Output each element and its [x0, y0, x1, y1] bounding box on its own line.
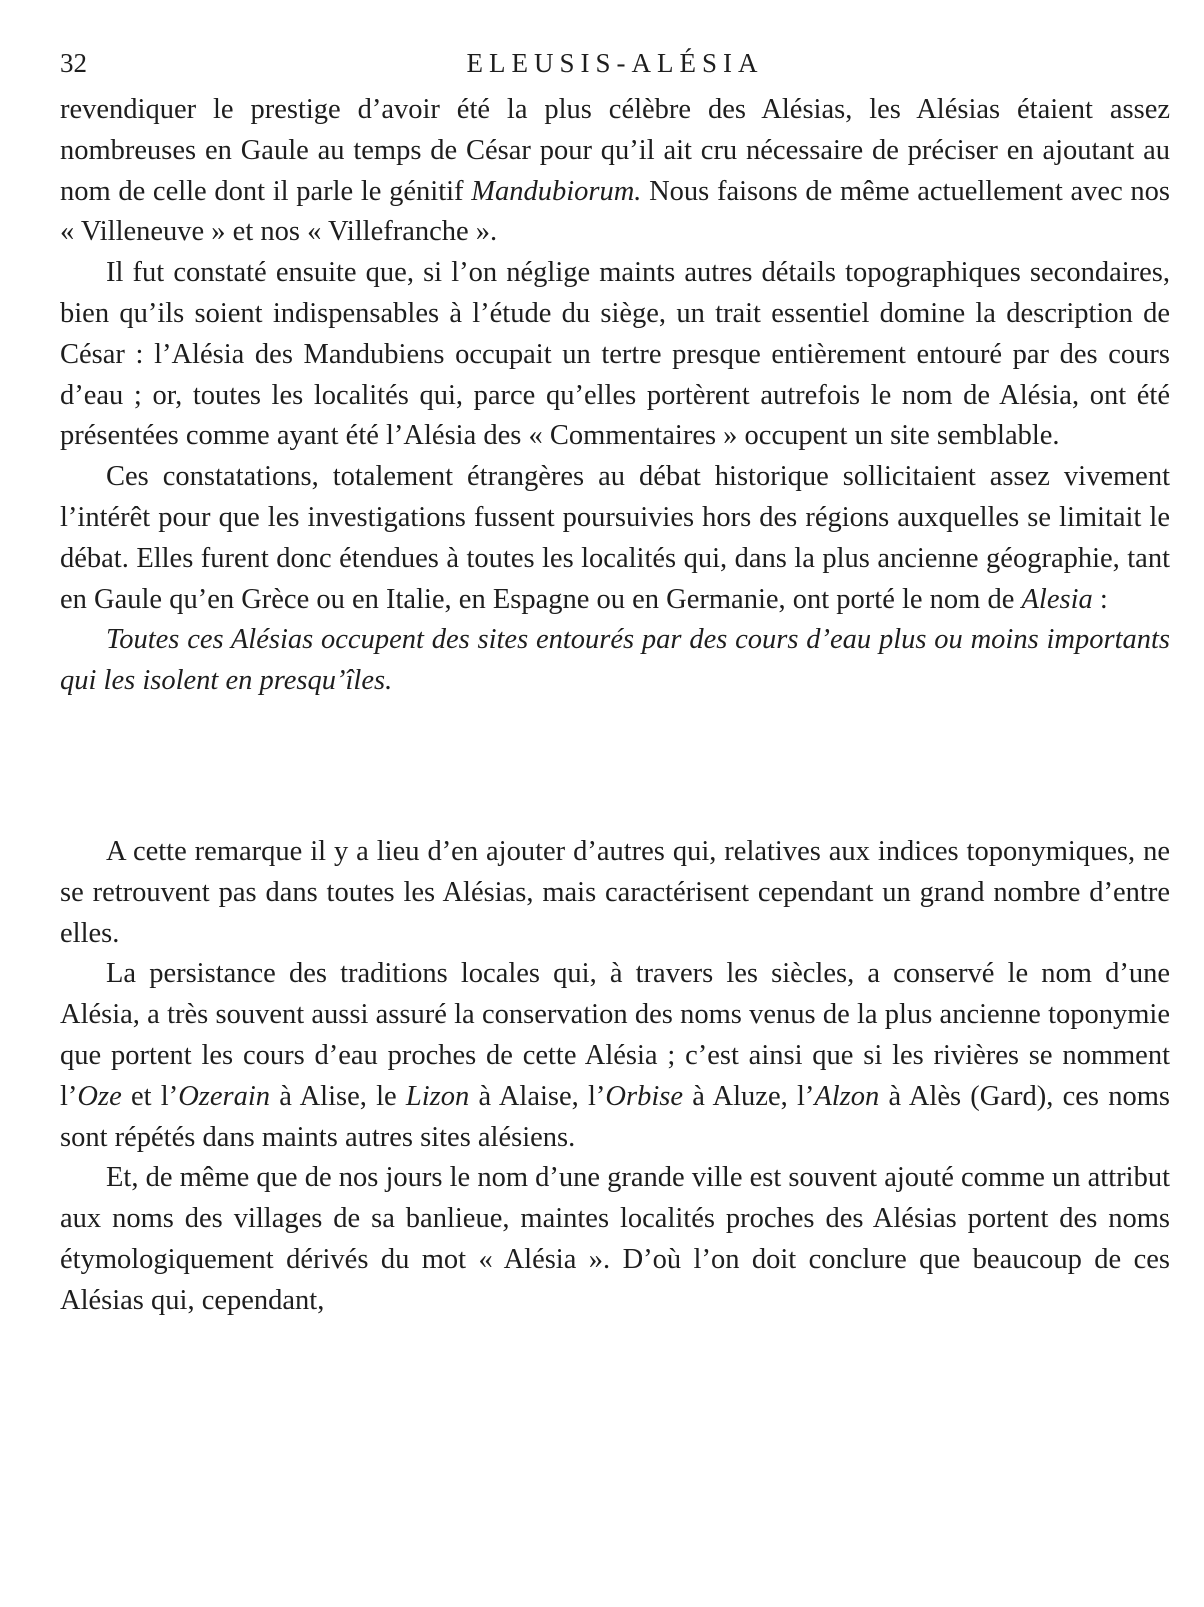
- italic-river-name: Oze: [77, 1080, 122, 1112]
- paragraph: La persistance des traditions locales qui, à travers les siècles, a conservé le nom d’une Alésia, a très souvent aussi assuré la conservation des noms venus de la plus ancienne toponymie que portent les cours d’eau proches de cette Alésia ; c’est ainsi que si les rivières se nomment l’Oze et l’Ozerain à Alise, le Lizon à Alaise, l’Orbise à Aluze, l’Alzon à Alès (Gard), ces noms sont répétés dans maints autres sites alésiens.: [60, 958, 1170, 1153]
- paragraph: Et, de même que de nos jours le nom d’une grande ville est souvent ajouté comme un attribut aux noms des villages de sa banlieue, maintes localités proches des Alésias portent des noms étymologiquement dérivés du mot « Alésia ». D’où l’on doit conclure que beaucoup de ces Alésias qui, cependant,: [60, 1162, 1170, 1316]
- italic-river-name: Ozerain: [178, 1080, 271, 1112]
- italic-river-name: Lizon: [405, 1080, 470, 1112]
- page-number: 32: [60, 48, 87, 78]
- italic-river-name: Orbise: [605, 1080, 683, 1112]
- text-section-1: [60, 90, 1170, 702]
- paragraph: A cette remarque il y a lieu d’en ajouter d’autres qui, relatives aux indices toponymiques, ne se retrouvent pas dans toutes les Alésias, mais caractérisent cependant un grand nombre d’entre elles.: [60, 835, 1170, 949]
- text-section-2: [60, 832, 1170, 1322]
- running-head: [60, 48, 1170, 88]
- running-title: ELEUSIS-ALÉSIA: [466, 48, 764, 78]
- italic-conclusion: Toutes ces Alésias occupent des sites entourés par des cours d’eau plus ou moins importants qui les isolent en presqu’îles.: [60, 624, 1170, 697]
- italic-term: Alesia: [1021, 583, 1093, 615]
- italic-term: Mandubiorum.: [471, 175, 642, 207]
- paragraph: Ces constatations, totalement étrangères au débat historique sollicitaient assez vivement l’intérêt pour que les investigations fussent poursuivies hors des régions auxquelles se limitait le débat. Elles furent donc étendues à toutes les localités qui, dans la plus ancienne géographie, tant en Gaule qu’en Grèce ou en Italie, en Espagne ou en Germanie, ont porté le nom de Alesia :: [60, 461, 1170, 615]
- paragraph: Il fut constaté ensuite que, si l’on néglige maints autres détails topographiques secondaires, bien qu’ils soient indispensables à l’étude du siège, un trait essentiel domine la description de César : l’Alésia des Mandubiens occupait un tertre presque entièrement entouré par des cours d’eau ; or, toutes les localités qui, parce qu’elles portèrent autrefois le nom de Alésia, ont été présentées comme ayant été l’Alésia des « Commentaires » occupent un site semblable.: [60, 257, 1170, 452]
- italic-river-name: Alzon: [814, 1080, 880, 1112]
- paragraph: revendiquer le prestige d’avoir été la plus célèbre des Alésias, les Alésias étaient assez nombreuses en Gaule au temps de César pour qu’il ait cru nécessaire de préciser en ajoutant au nom de celle dont il parle le génitif Mandubiorum. Nous faisons de même actuellement avec nos « Villeneuve » et nos « Villefranche ».: [60, 94, 1170, 248]
- book-page: [60, 0, 1170, 1322]
